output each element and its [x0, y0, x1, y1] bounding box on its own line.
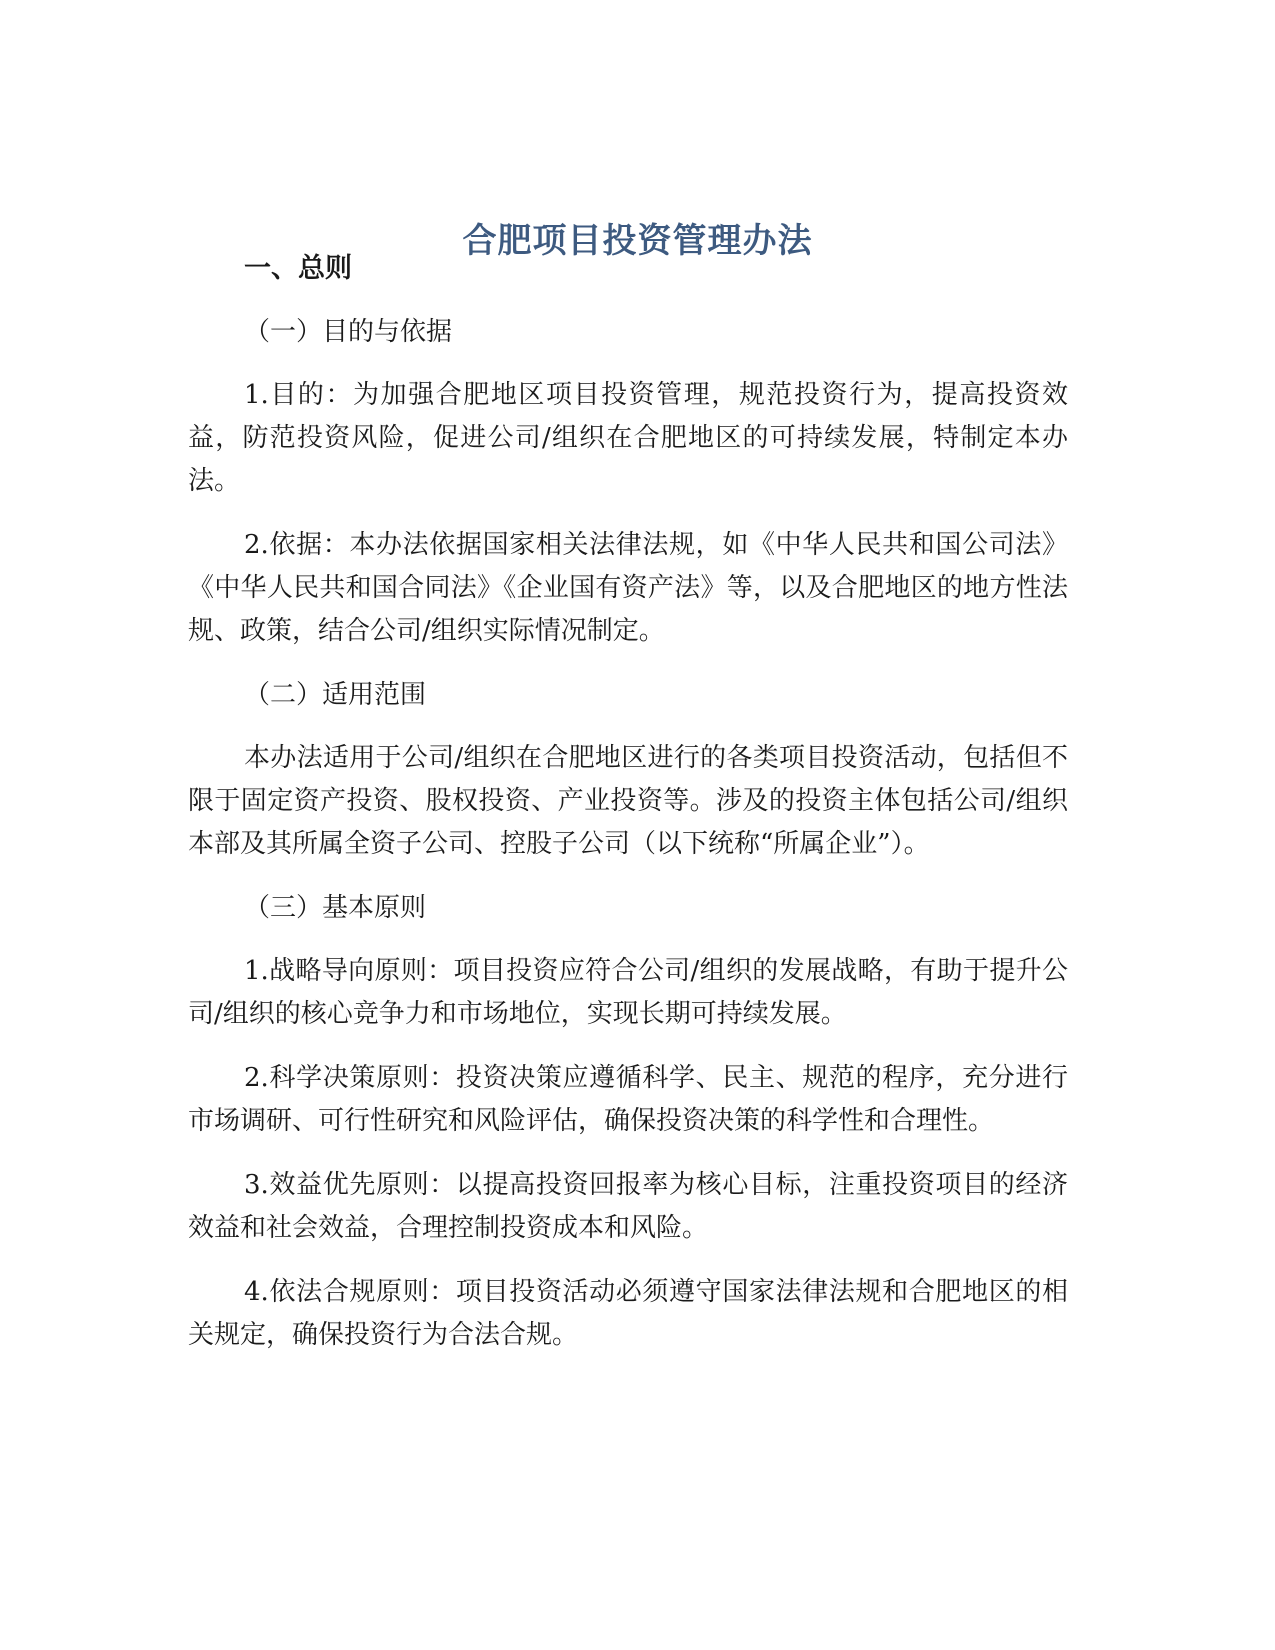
- paragraph-scope: 本办法适用于公司/组织在合肥地区进行的各类项目投资活动，包括但不限于固定资产投资、股权投资、产业投资等。涉及的投资主体包括公司/组织本部及其所属全资子公司、控股子公司（以下统称“所属企业”）。: [188, 743, 1068, 859]
- section-heading-general: 一、总则: [244, 253, 352, 284]
- paragraph-principle-compliance: 4.依法合规原则：项目投资活动必须遵守国家法律法规和合肥地区的相关规定，确保投资行为合法合规。: [188, 1277, 1068, 1350]
- paragraph-principle-decision: 2.科学决策原则：投资决策应遵循科学、民主、规范的程序，充分进行市场调研、可行性研究和风险评估，确保投资决策的科学性和合理性。: [188, 1063, 1068, 1136]
- paragraph-basis: 2.依据：本办法依据国家相关法律法规，如《中华人民共和国公司法》《中华人民共和国合同法》《企业国有资产法》等，以及合肥地区的地方性法规、政策，结合公司/组织实际情况制定。: [188, 530, 1068, 646]
- document-title: 合肥项目投资管理办法: [462, 220, 813, 261]
- paragraph-purpose: 1.目的：为加强合肥地区项目投资管理，规范投资行为，提高投资效益，防范投资风险，促进公司/组织在合肥地区的可持续发展，特制定本办法。: [188, 380, 1068, 496]
- subsection-heading-scope: （二）适用范围: [244, 680, 427, 710]
- paragraph-principle-benefit: 3.效益优先原则：以提高投资回报率为核心目标，注重投资项目的经济效益和社会效益，合理控制投资成本和风险。: [188, 1170, 1068, 1243]
- document-body: [188, 248, 1068, 1357]
- subsection-heading-purpose-basis: （一）目的与依据: [244, 317, 453, 347]
- paragraph-principle-strategy: 1.战略导向原则：项目投资应符合公司/组织的发展战略，有助于提升公司/组织的核心竞争力和市场地位，实现长期可持续发展。: [188, 956, 1068, 1029]
- subsection-heading-principles: （三）基本原则: [244, 893, 427, 923]
